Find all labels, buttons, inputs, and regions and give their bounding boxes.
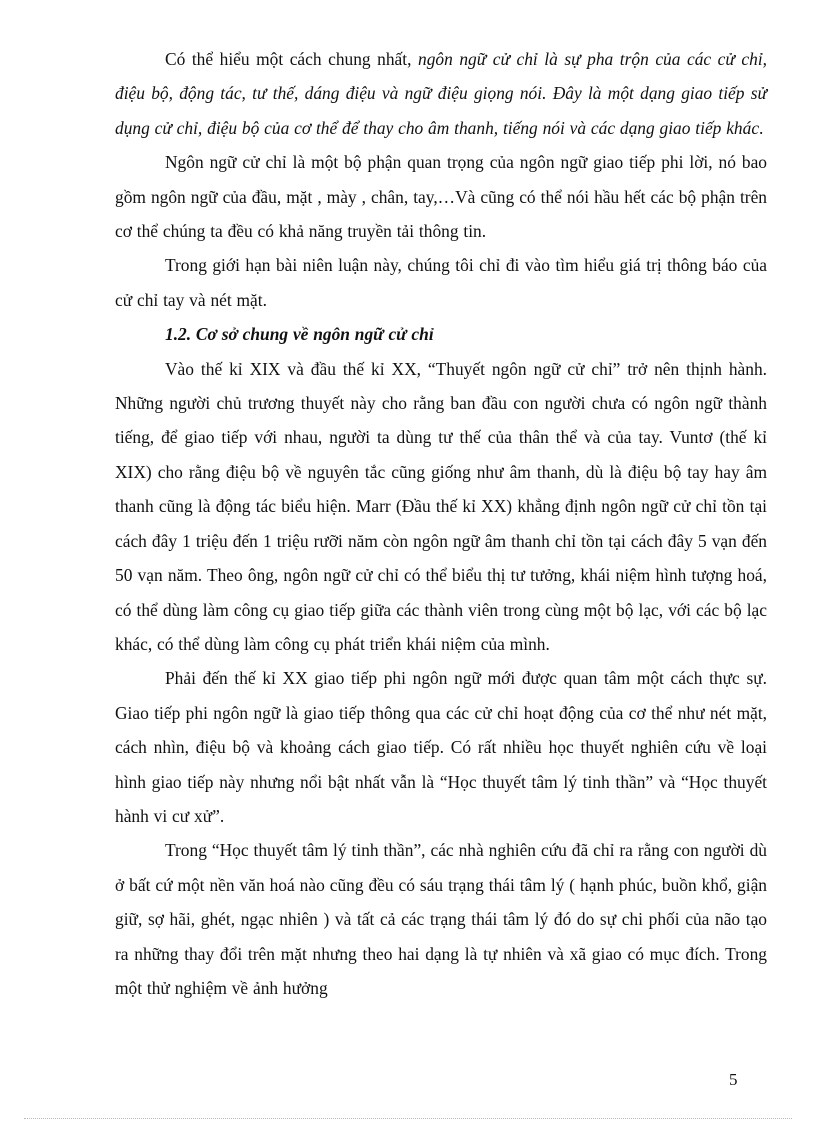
paragraph-definition [115,42,767,145]
footer-divider [24,1118,792,1119]
body-text [115,42,767,1005]
section-heading: 1.2. Cơ sở chung về ngôn ngữ cử chỉ [165,324,434,345]
paragraph-scope: Trong giới hạn bài niên luận này, chúng tôi chỉ đi vào tìm hiểu giá trị thông báo của cử chỉ tay và nét mặt. [115,255,767,310]
definition-tail: . [759,117,764,138]
definition-emphasis: ngôn ngữ cử chỉ là sự pha trộn của các cử chỉ, điệu bộ, động tác, tư thế, dáng điệu và ngữ điệu giọng nói. Đây là một dạng giao tiếp sử dụng cử chỉ, điệu bộ của cơ thể để thay cho âm thanh, tiếng nói và các dạng giao tiếp khác [115,49,767,138]
paragraph-twentieth-century: Phải đến thế kỉ XX giao tiếp phi ngôn ngữ mới được quan tâm một cách thực sự. Giao tiếp phi ngôn ngữ là giao tiếp thông qua các cử chỉ hoạt động của cơ thể như nét mặt, cách nhìn, điệu bộ và khoảng cách giao tiếp. Có rất nhiều học thuyết nghiên cứu về loại hình giao tiếp này nhưng nổi bật nhất vẫn là “Học thuyết tâm lý tinh thần” và “Học thuyết hành vi cư xử”. [115,668,767,826]
page-number: 5 [729,1070,738,1089]
paragraph-history: Vào thế kỉ XIX và đầu thế kỉ XX, “Thuyết ngôn ngữ cử chỉ” trở nên thịnh hành. Những người chủ trương thuyết này cho rằng ban đầu con người chưa có ngôn ngữ thành tiếng, để giao tiếp với nhau, người ta dùng tư thế của thân thể và của tay. Vuntơ (thế kỉ XIX) cho rằng điệu bộ về nguyên tắc cũng giống như âm thanh, dù là điệu bộ tay hay âm thanh cũng là động tác biểu hiện. Marr (Đầu thế kỉ XX) khẳng định ngôn ngữ cử chỉ tồn tại cách đây 1 triệu đến 1 triệu rưỡi năm còn ngôn ngữ âm thanh chỉ tồn tại cách đây 5 vạn đến 50 vạn năm. Theo ông, ngôn ngữ cử chỉ có thể biểu thị tư tưởng, khái niệm hình tượng hoá, có thể dùng làm công cụ giao tiếp giữa các thành viên trong cùng một bộ lạc, với các bộ lạc khác, có thể dùng làm công cụ phát triển khái niệm của mình. [115,358,767,654]
paragraph-body-parts: Ngôn ngữ cử chỉ là một bộ phận quan trọng của ngôn ngữ giao tiếp phi lời, nó bao gồm ngôn ngữ của đầu, mặt , mày , chân, tay,…Và cũng có thể nói hầu hết các bộ phận trên cơ thể chúng ta đều có khả năng truyền tải thông tin. [115,152,767,242]
definition-lead: Có thể hiểu một cách chung nhất, [165,49,418,69]
paragraph-psychology-theory: Trong “Học thuyết tâm lý tinh thần”, các nhà nghiên cứu đã chỉ ra rằng con người dù ở bất cứ một nền văn hoá nào cũng đều có sáu trạng thái tâm lý ( hạnh phúc, buồn khổ, giận giữ, sợ hãi, ghét, ngạc nhiên ) và tất cả các trạng thái tâm lý đó do sự chi phối của não tạo ra những thay đổi trên mặt nhưng theo hai dạng là tự nhiên và xã giao có mục đích. Trong một thử nghiệm về ảnh hưởng [115,840,767,998]
